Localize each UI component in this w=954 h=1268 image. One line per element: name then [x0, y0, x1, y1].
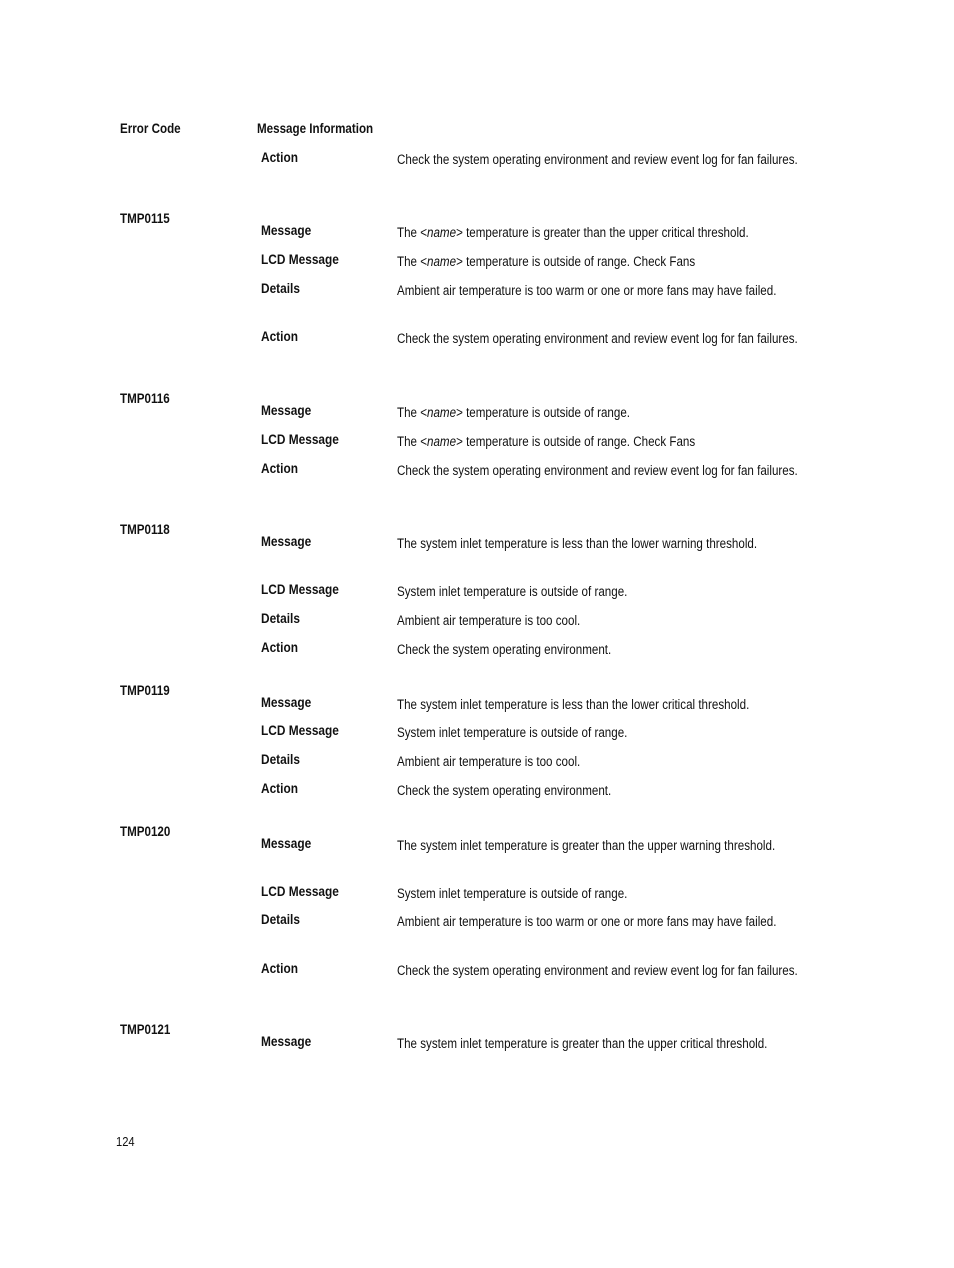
field-label: Details [261, 611, 300, 626]
name-placeholder: name [427, 225, 457, 240]
field-value: Check the system operating environment. [397, 642, 612, 657]
field-value: Check the system operating environment. [397, 783, 612, 798]
field-value: Check the system operating environment and review event log for fan failures. [397, 152, 798, 167]
field-label: Action [261, 329, 298, 344]
field-label: Message [261, 836, 312, 851]
error-code-tmp0119: TMP0119 [120, 683, 170, 698]
field-label: Action [261, 150, 298, 165]
field-value: The system inlet temperature is greater than the upper warning threshold. [397, 838, 776, 853]
field-label: LCD Message [261, 432, 339, 447]
value-prefix: The < [397, 225, 428, 240]
field-label: LCD Message [261, 582, 339, 597]
value-suffix: > temperature is outside of range. Check Fans [456, 434, 696, 449]
field-value: The system inlet temperature is greater than the upper critical threshold. [397, 1036, 768, 1051]
field-value: The system inlet temperature is less than the lower critical threshold. [397, 697, 750, 712]
field-label: Message [261, 403, 312, 418]
page-number: 124 [116, 1134, 135, 1149]
field-label: LCD Message [261, 252, 339, 267]
field-label: Action [261, 640, 298, 655]
field-label: Action [261, 461, 298, 476]
column-header-message-information: Message Information [257, 121, 374, 136]
field-label: Message [261, 1034, 312, 1049]
value-suffix: > temperature is outside of range. [456, 405, 631, 420]
field-value: The system inlet temperature is less than the lower warning threshold. [397, 536, 758, 551]
error-code-tmp0120: TMP0120 [120, 824, 171, 839]
field-value: Ambient air temperature is too warm or one or more fans may have failed. [397, 283, 777, 298]
value-suffix: > temperature is greater than the upper critical threshold. [456, 225, 749, 240]
field-label: Message [261, 695, 312, 710]
value-prefix: The < [397, 434, 428, 449]
field-label: Message [261, 223, 312, 238]
name-placeholder: name [427, 254, 457, 269]
field-label: Details [261, 912, 300, 927]
field-value: Check the system operating environment and review event log for fan failures. [397, 463, 798, 478]
error-code-tmp0121: TMP0121 [120, 1022, 171, 1037]
field-value: Ambient air temperature is too cool. [397, 613, 581, 628]
field-value [397, 223, 801, 242]
value-suffix: > temperature is outside of range. Check Fans [456, 254, 696, 269]
field-label: Details [261, 281, 300, 296]
field-value: Check the system operating environment and review event log for fan failures. [397, 963, 798, 978]
field-label: LCD Message [261, 723, 339, 738]
field-value [397, 252, 801, 271]
value-prefix: The < [397, 254, 428, 269]
error-code-tmp0116: TMP0116 [120, 391, 170, 406]
field-value: Ambient air temperature is too cool. [397, 754, 581, 769]
error-code-tmp0115: TMP0115 [120, 211, 170, 226]
field-label: Action [261, 781, 298, 796]
error-code-tmp0118: TMP0118 [120, 522, 170, 537]
field-label: Action [261, 961, 298, 976]
field-label: Message [261, 534, 312, 549]
field-value [397, 403, 801, 422]
field-value: System inlet temperature is outside of range. [397, 886, 628, 901]
field-label: Details [261, 752, 300, 767]
field-label: LCD Message [261, 884, 339, 899]
name-placeholder: name [427, 405, 457, 420]
value-prefix: The < [397, 405, 428, 420]
name-placeholder: name [427, 434, 457, 449]
field-value: System inlet temperature is outside of range. [397, 725, 628, 740]
field-value: System inlet temperature is outside of range. [397, 584, 628, 599]
column-header-error-code: Error Code [120, 121, 181, 136]
field-value [397, 432, 801, 451]
field-value: Check the system operating environment and review event log for fan failures. [397, 331, 798, 346]
field-value: Ambient air temperature is too warm or one or more fans may have failed. [397, 914, 777, 929]
